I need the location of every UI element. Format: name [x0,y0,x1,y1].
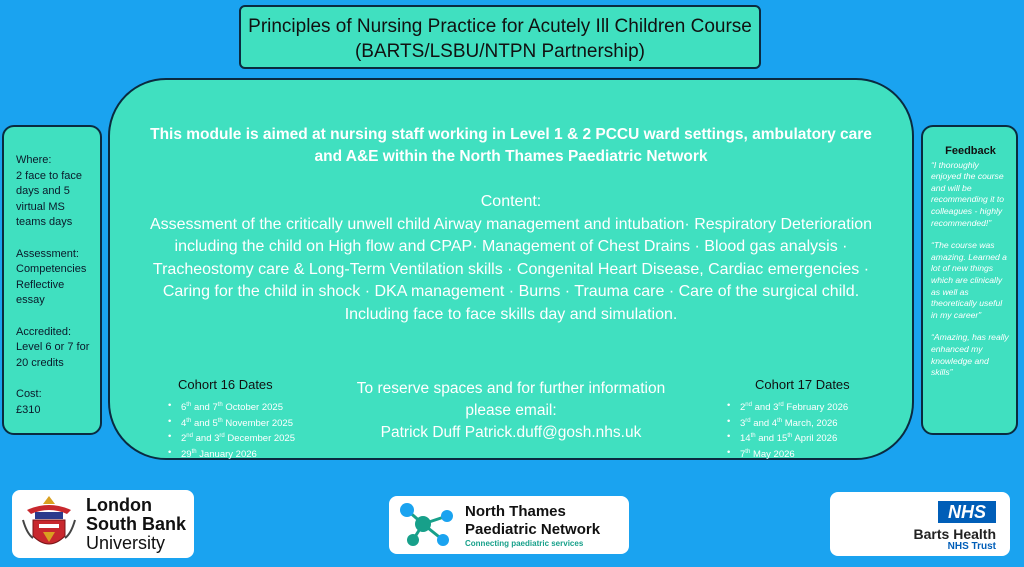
lsbu-logo [12,490,194,558]
reserve-line-2: please email: [465,402,557,419]
where-value: 2 face to face days and 5 virtual MS teams days [16,169,83,229]
date-item: • 3rd and 4th March, 2026 [727,415,850,431]
nhs-badge: NHS [938,501,996,523]
cohort-17-date-list [727,399,850,462]
date-item: • 4th and 5th November 2025 [168,415,295,431]
barts-name: Barts Health [913,526,996,542]
where-label: Where: [16,154,52,166]
feedback-quote: “I thoroughly enjoyed the course and will be recommending it to colleagues - highly recommended!” [931,159,1005,228]
cohort-17-dates [727,377,850,462]
date-item: • 14th and 15th April 2026 [727,430,850,446]
cohort-16-dates [168,377,295,462]
content-title: Content: [480,193,542,210]
main-content-panel [108,78,914,460]
lsbu-name: London South Bank University [86,495,187,553]
contact-email: Patrick Duff Patrick.duff@gosh.nhs.uk [380,424,642,441]
course-info-panel [2,125,102,435]
title-line-1: Principles of Nursing Practice for Acutely Ill Children Course [248,16,752,37]
assessment-line-2: Reflective essay [16,278,65,307]
ntpn-logo [389,496,629,554]
assessment-label: Assessment: [16,247,79,260]
cohort-16-date-list [168,399,295,462]
network-nodes-icon [393,500,459,550]
cohort-16-heading: Cohort 16 Dates [178,377,273,392]
date-item: • 6th and 7th October 2025 [168,399,295,415]
date-item: • 2nd and 3rd December 2025 [168,430,295,446]
cost-label: Cost: [16,387,42,400]
barts-trust: NHS Trust [947,541,996,552]
ntpn-tagline: Connecting paediatric services [465,539,584,548]
cohort-17-heading: Cohort 17 Dates [755,377,850,392]
date-item: • 7th May 2026 [727,446,850,462]
content-footer: Including face to face skills day and simulation. [344,305,678,323]
crest-icon [21,494,77,554]
title-line-2: (BARTS/LSBU/NTPN Partnership) [354,41,645,62]
feedback-title: Feedback [945,145,996,157]
barts-health-logo [830,492,1010,556]
feedback-panel [921,125,1018,435]
module-intro: This module is aimed at nursing staff working in Level 1 & 2 PCCU ward settings, ambulatory care and A&E within the North Thames Paediatric Network [150,126,872,165]
feedback-quote: “The course was amazing. Learned a lot of new things which are clinically as well as theoretically useful in my career” [931,240,1007,320]
feedback-quote: “Amazing, has really enhanced my knowledge and skills” [931,332,1009,378]
date-item: • 29th January 2026 [168,446,295,462]
ntpn-name: North Thames Paediatric Network [465,503,601,538]
accredited-value: Level 6 or 7 for 20 credits [16,341,90,369]
assessment-line-1: Competencies [16,263,87,276]
cost-value: £310 [16,403,41,416]
title-box [239,5,761,69]
accredited-label: Accredited: [16,325,72,338]
content-section [110,191,912,327]
content-body: Assessment of the critically unwell child Airway management and intubation· Respiratory Deterioration including the child on High flow and CPAP· Management of Chest Drains · Blood gas analysis · Tracheostomy care & Long-Term Ventilation skills · Congenital Heart Disease, Cardiac emergencies · Caring for the child in shock · DKA management · Burns · Trauma care · Care of the surgical child. [149,215,873,301]
date-item: • 2nd and 3rd February 2026 [727,399,850,415]
reserve-info [306,378,716,444]
reserve-line-1: To reserve spaces and for further information [356,380,666,397]
